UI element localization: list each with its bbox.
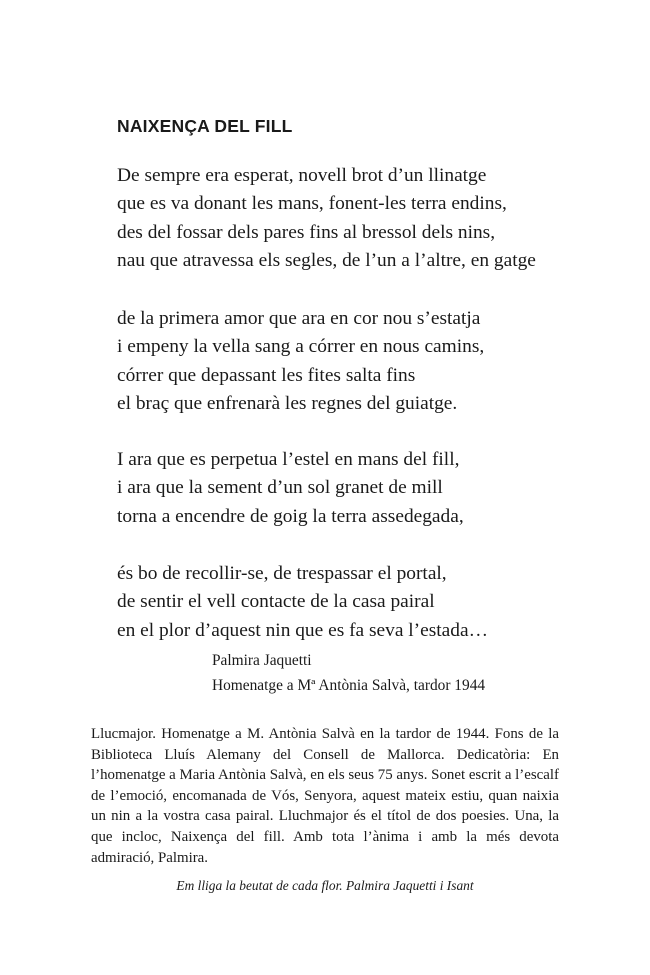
- poem-line: en el plor d’aquest nin que es fa seva l’estada…: [117, 619, 488, 641]
- poem-stanza-2: [117, 305, 484, 418]
- poem-stanza-1: [117, 162, 536, 275]
- editorial-note: Llucmajor. Homenatge a M. Antònia Salvà en la tardor de 1944. Fons de la Biblioteca Lluís Alemany del Consell de Mallorca. Dedicatòria: En l’homenatge a Maria Antònia Salvà, en els seus 75 anys. Sonet escrit a l’escalf de l’emoció, encomanada de Vós, Senyora, aquest mateix estiu, quan naixia un nin a la vostra casa pairal. Lluchmajor és el títol de dos poesies. Una, la que incloc, Naixença del fill. Amb tota l’ànima i amb la més devota admiració, Palmira.: [91, 726, 559, 866]
- poem-line: nau que atravessa els segles, de l’un a l’altre, en gatge: [117, 249, 536, 271]
- poem-line: de sentir el vell contacte de la casa pairal: [117, 591, 435, 613]
- poem-title: NAIXENÇA DEL FILL: [117, 116, 293, 136]
- page-caption: Em lliga la beutat de cada flor. Palmira Jaquetti i Isant: [176, 878, 474, 893]
- poem-line: que es va donant les mans, fonent-les terra endins,: [117, 193, 507, 215]
- signature-author: Palmira Jaquetti: [212, 652, 312, 669]
- poem-signature: [212, 648, 485, 698]
- poem-line: torna a encendre de goig la terra assedegada,: [117, 505, 464, 527]
- poem-line: és bo de recollir-se, de trespassar el portal,: [117, 563, 447, 584]
- poem-line: i ara que la sement d’un sol granet de mill: [117, 477, 443, 499]
- poem-line: el braç que enfrenarà les regnes del guiatge.: [117, 392, 458, 414]
- poem-line: córrer que depassant les fites salta fins: [117, 364, 416, 386]
- poem-line: de la primera amor que ara en cor nou s’estatja: [117, 308, 481, 329]
- poem-stanza-4: [117, 560, 488, 645]
- poem-stanza-3: [117, 446, 464, 531]
- poem-line: des del fossar dels pares fins al bressol dels nins,: [117, 221, 496, 243]
- poem-line: I ara que es perpetua l’estel en mans del fill,: [117, 449, 460, 470]
- poem-line: i empeny la vella sang a córrer en nous camins,: [117, 336, 485, 358]
- signature-dedication: Homenatge a Mª Antònia Salvà, tardor 1944: [212, 677, 486, 694]
- poem-line: De sempre era esperat, novell brot d’un llinatge: [117, 165, 487, 186]
